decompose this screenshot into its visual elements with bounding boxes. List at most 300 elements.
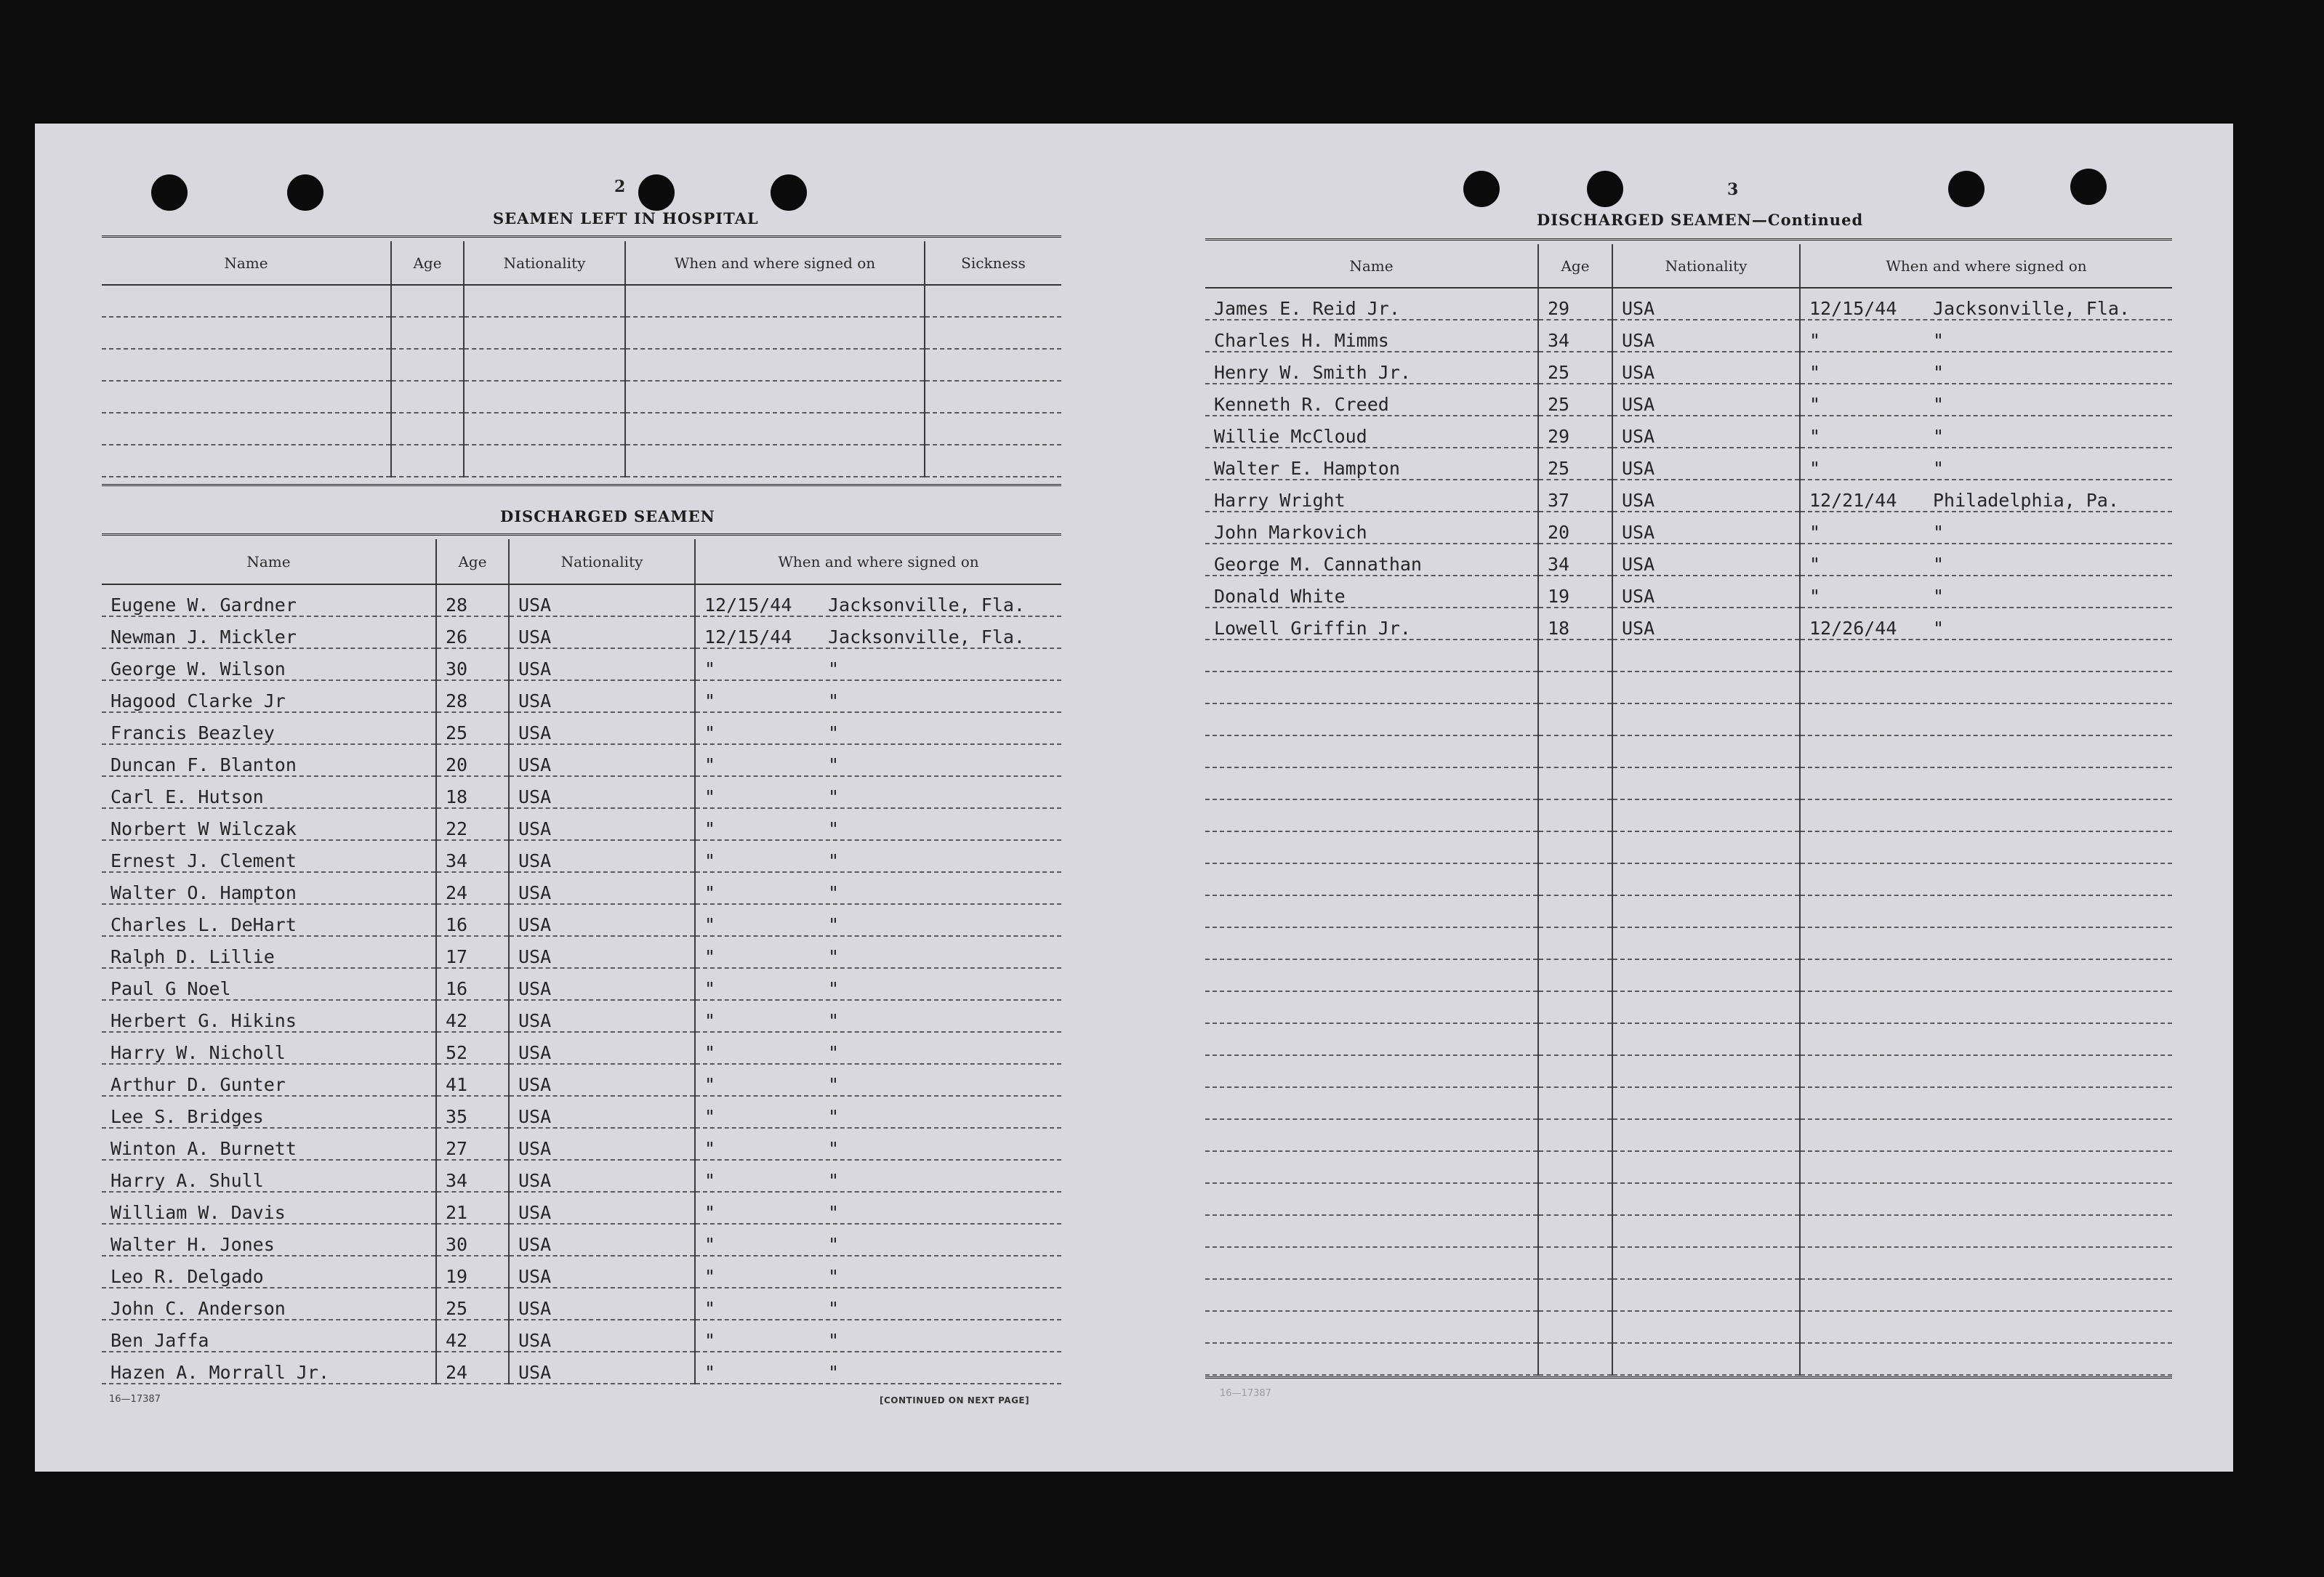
table-row bbox=[102, 840, 1061, 872]
continued-note: [CONTINUED ON NEXT PAGE] bbox=[880, 1395, 1030, 1405]
seaman-name-cell: Harry A. Shull bbox=[102, 1160, 436, 1192]
seaman-name-cell: Duncan F. Blanton bbox=[102, 744, 436, 776]
name-cell bbox=[1205, 735, 1538, 767]
signed-on-cell bbox=[1800, 959, 2172, 991]
sickness-cell bbox=[925, 413, 1061, 445]
hospital-header-row bbox=[102, 241, 1061, 285]
signed-on-date: " bbox=[704, 1202, 716, 1223]
nationality-cell: USA bbox=[1612, 512, 1800, 544]
signed-on-place: " bbox=[828, 818, 840, 839]
age-cell: 21 bbox=[436, 1192, 509, 1224]
blank-row bbox=[1205, 895, 2172, 927]
age-cell: 16 bbox=[436, 904, 509, 936]
nationality-cell: USA bbox=[1612, 544, 1800, 576]
signed-on-date: " bbox=[704, 1042, 716, 1063]
nationality-cell: USA bbox=[1612, 448, 1800, 480]
nationality-cell: USA bbox=[509, 680, 695, 712]
blank-row bbox=[1205, 767, 2172, 799]
table-row bbox=[102, 1032, 1061, 1064]
blank-row bbox=[1205, 1279, 2172, 1311]
table-row bbox=[1205, 448, 2172, 480]
table-row bbox=[102, 968, 1061, 1000]
table-row bbox=[102, 381, 1061, 413]
signed-on-cell bbox=[625, 285, 925, 317]
signed-on-date: " bbox=[1809, 330, 1821, 351]
age-cell bbox=[1538, 671, 1612, 703]
nationality-cell bbox=[1612, 927, 1800, 959]
signed-on-date: " bbox=[704, 850, 716, 871]
signed-on-cell bbox=[1800, 927, 2172, 959]
signed-on-date: " bbox=[704, 1010, 716, 1031]
discharged-section-title: DISCHARGED SEAMEN bbox=[500, 507, 715, 525]
nationality-cell bbox=[1612, 1087, 1800, 1119]
col-header-name: Name bbox=[102, 241, 391, 285]
age-cell: 19 bbox=[436, 1256, 509, 1288]
signed-on-place: " bbox=[1933, 554, 1945, 575]
nationality-cell bbox=[1612, 895, 1800, 927]
name-cell bbox=[1205, 767, 1538, 799]
age-cell: 30 bbox=[436, 1224, 509, 1256]
signed-on-place: " bbox=[828, 946, 840, 967]
seaman-name-cell: Newman J. Mickler bbox=[102, 616, 436, 648]
signed-on-cell bbox=[1800, 671, 2172, 703]
col-header-signed-on: When and where signed on bbox=[1800, 244, 2172, 288]
nationality-cell: USA bbox=[509, 808, 695, 840]
seaman-name-cell: William W. Davis bbox=[102, 1192, 436, 1224]
nationality-cell bbox=[1612, 959, 1800, 991]
nationality-cell bbox=[1612, 1279, 1800, 1311]
seaman-name-cell: John C. Anderson bbox=[102, 1288, 436, 1320]
table-row bbox=[102, 1160, 1061, 1192]
signed-on-date: " bbox=[1809, 522, 1821, 543]
age-cell bbox=[391, 381, 464, 413]
table-row bbox=[102, 648, 1061, 680]
table-row bbox=[1205, 416, 2172, 448]
table-row bbox=[102, 584, 1061, 616]
name-cell bbox=[1205, 1023, 1538, 1055]
signed-on-place: Jacksonville, Fla. bbox=[828, 626, 1025, 648]
signed-on-cell bbox=[695, 1224, 1061, 1256]
punch-hole bbox=[287, 174, 323, 211]
table-row bbox=[102, 744, 1061, 776]
age-cell: 17 bbox=[436, 936, 509, 968]
signed-on-cell bbox=[695, 584, 1061, 616]
sickness-cell bbox=[925, 381, 1061, 413]
nationality-cell bbox=[1612, 1023, 1800, 1055]
discharged-continued-title: DISCHARGED SEAMEN—Continued bbox=[1537, 211, 1864, 229]
signed-on-cell bbox=[1800, 512, 2172, 544]
table-row bbox=[1205, 288, 2172, 320]
table-row bbox=[102, 349, 1061, 381]
signed-on-place: " bbox=[828, 1170, 840, 1191]
signed-on-cell bbox=[1800, 863, 2172, 895]
nationality-cell: USA bbox=[509, 1160, 695, 1192]
signed-on-place: " bbox=[1933, 618, 1945, 639]
nationality-cell: USA bbox=[1612, 608, 1800, 640]
signed-on-cell bbox=[1800, 544, 2172, 576]
signed-on-cell bbox=[1800, 1343, 2172, 1375]
blank-row bbox=[1205, 831, 2172, 863]
age-cell: 25 bbox=[1538, 448, 1612, 480]
signed-on-cell bbox=[1800, 608, 2172, 640]
signed-on-cell bbox=[1800, 320, 2172, 352]
seaman-name-cell: Hagood Clarke Jr bbox=[102, 680, 436, 712]
signed-on-date: " bbox=[1809, 586, 1821, 607]
age-cell: 18 bbox=[1538, 608, 1612, 640]
nationality-cell: USA bbox=[509, 648, 695, 680]
name-cell bbox=[1205, 1279, 1538, 1311]
blank-row bbox=[1205, 640, 2172, 671]
signed-on-place: " bbox=[828, 690, 840, 711]
signed-on-date: " bbox=[704, 1266, 716, 1287]
age-cell: 24 bbox=[436, 1352, 509, 1384]
signed-on-cell bbox=[695, 1288, 1061, 1320]
age-cell bbox=[1538, 863, 1612, 895]
signed-on-place: Jacksonville, Fla. bbox=[828, 594, 1025, 616]
blank-row bbox=[1205, 671, 2172, 703]
signed-on-cell bbox=[1800, 831, 2172, 863]
signed-on-cell bbox=[1800, 1279, 2172, 1311]
seaman-name-cell: Donald White bbox=[1205, 576, 1538, 608]
signed-on-cell bbox=[695, 840, 1061, 872]
signed-on-cell bbox=[695, 968, 1061, 1000]
signed-on-place: " bbox=[1933, 330, 1945, 351]
signed-on-place: " bbox=[828, 1362, 840, 1383]
signed-on-cell bbox=[695, 904, 1061, 936]
name-cell bbox=[1205, 863, 1538, 895]
signed-on-cell bbox=[695, 776, 1061, 808]
signed-on-cell bbox=[695, 1160, 1061, 1192]
signed-on-place: " bbox=[828, 1010, 840, 1031]
seaman-name-cell: Winton A. Burnett bbox=[102, 1128, 436, 1160]
col-header-signed-on: When and where signed on bbox=[625, 241, 925, 285]
signed-on-place: " bbox=[828, 1266, 840, 1287]
age-cell: 52 bbox=[436, 1032, 509, 1064]
signed-on-date: " bbox=[1809, 394, 1821, 415]
signed-on-date: " bbox=[704, 1234, 716, 1255]
name-cell bbox=[1205, 1151, 1538, 1183]
age-cell bbox=[1538, 895, 1612, 927]
name-cell bbox=[1205, 1343, 1538, 1375]
age-cell bbox=[1538, 991, 1612, 1023]
nationality-cell: USA bbox=[1612, 384, 1800, 416]
nationality-cell: USA bbox=[1612, 416, 1800, 448]
nationality-cell bbox=[1612, 767, 1800, 799]
nationality-cell: USA bbox=[509, 776, 695, 808]
seaman-name-cell: Norbert W Wilczak bbox=[102, 808, 436, 840]
col-header-signed-on: When and where signed on bbox=[695, 539, 1061, 584]
blank-row bbox=[1205, 1343, 2172, 1375]
table-row bbox=[1205, 320, 2172, 352]
signed-on-place: " bbox=[828, 978, 840, 999]
seaman-name-cell: Ernest J. Clement bbox=[102, 840, 436, 872]
name-cell bbox=[1205, 1055, 1538, 1087]
table-row bbox=[1205, 384, 2172, 416]
signed-on-cell bbox=[1800, 1119, 2172, 1151]
signed-on-date: 12/26/44 bbox=[1809, 618, 1897, 639]
seaman-name-cell: Carl E. Hutson bbox=[102, 776, 436, 808]
table-row bbox=[102, 1288, 1061, 1320]
seaman-name-cell: Herbert G. Hikins bbox=[102, 1000, 436, 1032]
signed-on-date: " bbox=[704, 914, 716, 935]
signed-on-cell bbox=[1800, 1055, 2172, 1087]
signed-on-date: " bbox=[1809, 426, 1821, 447]
age-cell: 25 bbox=[1538, 352, 1612, 384]
signed-on-cell bbox=[625, 317, 925, 349]
nationality-cell: USA bbox=[1612, 480, 1800, 512]
nationality-cell: USA bbox=[509, 1128, 695, 1160]
signed-on-place: " bbox=[1933, 522, 1945, 543]
signed-on-place: " bbox=[828, 754, 840, 775]
nationality-cell: USA bbox=[509, 1320, 695, 1352]
age-cell bbox=[1538, 1343, 1612, 1375]
signed-on-place: " bbox=[828, 658, 840, 679]
seaman-name-cell: Arthur D. Gunter bbox=[102, 1064, 436, 1096]
signed-on-date: " bbox=[1809, 554, 1821, 575]
table-row bbox=[102, 936, 1061, 968]
col-header-nationality: Nationality bbox=[1612, 244, 1800, 288]
col-header-nationality: Nationality bbox=[464, 241, 625, 285]
signed-on-date: " bbox=[704, 946, 716, 967]
age-cell: 27 bbox=[436, 1128, 509, 1160]
blank-row bbox=[1205, 1055, 2172, 1087]
signed-on-place: " bbox=[1933, 586, 1945, 607]
nationality-cell: USA bbox=[509, 904, 695, 936]
name-cell bbox=[1205, 1183, 1538, 1215]
signed-on-cell bbox=[1800, 735, 2172, 767]
table-row bbox=[102, 808, 1061, 840]
blank-row bbox=[1205, 703, 2172, 735]
name-cell bbox=[1205, 1119, 1538, 1151]
blank-row bbox=[1205, 1119, 2172, 1151]
age-cell: 25 bbox=[1538, 384, 1612, 416]
nationality-cell: USA bbox=[509, 712, 695, 744]
signed-on-cell bbox=[1800, 767, 2172, 799]
signed-on-cell bbox=[695, 616, 1061, 648]
nationality-cell bbox=[1612, 799, 1800, 831]
right-header-row bbox=[1205, 244, 2172, 288]
nationality-cell: USA bbox=[509, 936, 695, 968]
nationality-cell bbox=[1612, 991, 1800, 1023]
signed-on-date: " bbox=[704, 818, 716, 839]
seaman-name-cell: Walter H. Jones bbox=[102, 1224, 436, 1256]
age-cell bbox=[1538, 1279, 1612, 1311]
seaman-name-cell: Willie McCloud bbox=[1205, 416, 1538, 448]
signed-on-cell bbox=[1800, 703, 2172, 735]
crew-list-sheet bbox=[35, 124, 2233, 1472]
blank-row bbox=[1205, 1183, 2172, 1215]
discharged-table bbox=[102, 539, 1061, 1384]
age-cell: 34 bbox=[436, 840, 509, 872]
signed-on-cell bbox=[695, 1128, 1061, 1160]
hospital-section-title: SEAMEN LEFT IN HOSPITAL bbox=[493, 209, 759, 227]
signed-on-cell bbox=[625, 413, 925, 445]
nationality-cell bbox=[1612, 703, 1800, 735]
age-cell bbox=[1538, 703, 1612, 735]
age-cell: 25 bbox=[436, 712, 509, 744]
seaman-name-cell: George W. Wilson bbox=[102, 648, 436, 680]
table-row bbox=[102, 1064, 1061, 1096]
age-cell bbox=[391, 413, 464, 445]
discharged-header-row bbox=[102, 539, 1061, 584]
sickness-cell bbox=[925, 349, 1061, 381]
age-cell: 29 bbox=[1538, 416, 1612, 448]
name-cell bbox=[1205, 1087, 1538, 1119]
table-row bbox=[1205, 608, 2172, 640]
signed-on-cell bbox=[695, 1352, 1061, 1384]
col-header-name: Name bbox=[102, 539, 436, 584]
nationality-cell bbox=[1612, 640, 1800, 671]
seaman-name-cell: Harry Wright bbox=[1205, 480, 1538, 512]
nationality-cell: USA bbox=[509, 968, 695, 1000]
punch-hole bbox=[151, 174, 188, 211]
blank-row bbox=[1205, 927, 2172, 959]
name-cell bbox=[1205, 1311, 1538, 1343]
age-cell: 19 bbox=[1538, 576, 1612, 608]
nationality-cell: USA bbox=[509, 584, 695, 616]
col-header-age: Age bbox=[436, 539, 509, 584]
name-cell bbox=[1205, 831, 1538, 863]
nationality-cell bbox=[464, 349, 625, 381]
table-row bbox=[102, 712, 1061, 744]
signed-on-cell bbox=[1800, 288, 2172, 320]
signed-on-date: " bbox=[704, 1138, 716, 1159]
name-cell bbox=[1205, 799, 1538, 831]
nationality-cell: USA bbox=[509, 1224, 695, 1256]
blank-row bbox=[1205, 991, 2172, 1023]
age-cell: 37 bbox=[1538, 480, 1612, 512]
punch-hole bbox=[2070, 169, 2107, 205]
name-cell bbox=[1205, 640, 1538, 671]
signed-on-cell bbox=[1800, 1215, 2172, 1247]
signed-on-date: " bbox=[704, 658, 716, 679]
age-cell bbox=[1538, 640, 1612, 671]
col-header-sickness: Sickness bbox=[925, 241, 1061, 285]
table-row bbox=[102, 1096, 1061, 1128]
blank-row bbox=[1205, 735, 2172, 767]
signed-on-date: 12/15/44 bbox=[1809, 298, 1897, 319]
signed-on-cell bbox=[1800, 576, 2172, 608]
col-header-age: Age bbox=[391, 241, 464, 285]
nationality-cell bbox=[1612, 1343, 1800, 1375]
signed-on-cell bbox=[695, 936, 1061, 968]
signed-on-place: Jacksonville, Fla. bbox=[1933, 298, 2130, 319]
age-cell: 42 bbox=[436, 1000, 509, 1032]
table-row bbox=[102, 317, 1061, 349]
col-header-name: Name bbox=[1205, 244, 1538, 288]
signed-on-cell bbox=[1800, 1183, 2172, 1215]
signed-on-cell bbox=[695, 872, 1061, 904]
name-cell bbox=[1205, 895, 1538, 927]
blank-row bbox=[1205, 1215, 2172, 1247]
nationality-cell: USA bbox=[509, 1288, 695, 1320]
signed-on-date: 12/15/44 bbox=[704, 594, 792, 616]
name-cell bbox=[102, 445, 391, 477]
table-row bbox=[1205, 480, 2172, 512]
signed-on-cell bbox=[695, 712, 1061, 744]
sickness-cell bbox=[925, 285, 1061, 317]
seaman-name-cell: Eugene W. Gardner bbox=[102, 584, 436, 616]
table-row bbox=[1205, 576, 2172, 608]
name-cell bbox=[102, 381, 391, 413]
nationality-cell: USA bbox=[509, 1000, 695, 1032]
table-row bbox=[102, 445, 1061, 477]
signed-on-place: " bbox=[828, 786, 840, 807]
punch-hole bbox=[1463, 171, 1500, 207]
punch-hole bbox=[1587, 171, 1623, 207]
name-cell bbox=[1205, 703, 1538, 735]
age-cell bbox=[1538, 1151, 1612, 1183]
age-cell: 42 bbox=[436, 1320, 509, 1352]
nationality-cell: USA bbox=[509, 1032, 695, 1064]
signed-on-cell bbox=[695, 1256, 1061, 1288]
signed-on-date: " bbox=[704, 1074, 716, 1095]
signed-on-place: " bbox=[828, 1106, 840, 1127]
age-cell bbox=[1538, 1311, 1612, 1343]
discharged-continued-table bbox=[1205, 244, 2172, 1376]
age-cell bbox=[1538, 1087, 1612, 1119]
table-row bbox=[102, 904, 1061, 936]
nationality-cell: USA bbox=[509, 1096, 695, 1128]
signed-on-date: " bbox=[704, 690, 716, 711]
bottom-rule bbox=[1205, 1376, 2172, 1382]
nationality-cell: USA bbox=[1612, 288, 1800, 320]
age-cell: 18 bbox=[436, 776, 509, 808]
signed-on-cell bbox=[1800, 799, 2172, 831]
name-cell bbox=[102, 317, 391, 349]
punch-hole bbox=[638, 174, 675, 211]
title-rule bbox=[102, 533, 1061, 539]
name-cell bbox=[1205, 991, 1538, 1023]
signed-on-cell bbox=[625, 381, 925, 413]
section-rule bbox=[102, 484, 1061, 489]
signed-on-place: " bbox=[1933, 394, 1945, 415]
nationality-cell: USA bbox=[509, 1192, 695, 1224]
table-row bbox=[102, 616, 1061, 648]
signed-on-date: " bbox=[704, 1330, 716, 1351]
signed-on-place: " bbox=[828, 1202, 840, 1223]
nationality-cell bbox=[1612, 1119, 1800, 1151]
seaman-name-cell: Francis Beazley bbox=[102, 712, 436, 744]
nationality-cell: USA bbox=[1612, 320, 1800, 352]
age-cell bbox=[1538, 735, 1612, 767]
seaman-name-cell: Leo R. Delgado bbox=[102, 1256, 436, 1288]
sickness-cell bbox=[925, 445, 1061, 477]
seaman-name-cell: Kenneth R. Creed bbox=[1205, 384, 1538, 416]
age-cell: 34 bbox=[436, 1160, 509, 1192]
signed-on-cell bbox=[1800, 1247, 2172, 1279]
table-row bbox=[102, 285, 1061, 317]
signed-on-date: 12/15/44 bbox=[704, 626, 792, 648]
signed-on-cell bbox=[695, 1192, 1061, 1224]
nationality-cell bbox=[1612, 1151, 1800, 1183]
signed-on-cell bbox=[1800, 416, 2172, 448]
table-row bbox=[102, 413, 1061, 445]
table-row bbox=[102, 1000, 1061, 1032]
blank-row bbox=[1205, 1023, 2172, 1055]
title-rule bbox=[1205, 238, 2172, 243]
nationality-cell bbox=[464, 445, 625, 477]
table-row bbox=[102, 1192, 1061, 1224]
signed-on-date: 12/21/44 bbox=[1809, 490, 1897, 511]
age-cell bbox=[1538, 1247, 1612, 1279]
form-number: 16—17387 bbox=[1220, 1388, 1271, 1399]
seaman-name-cell: Walter O. Hampton bbox=[102, 872, 436, 904]
blank-row bbox=[1205, 1087, 2172, 1119]
name-cell bbox=[1205, 959, 1538, 991]
age-cell: 16 bbox=[436, 968, 509, 1000]
age-cell bbox=[1538, 1119, 1612, 1151]
